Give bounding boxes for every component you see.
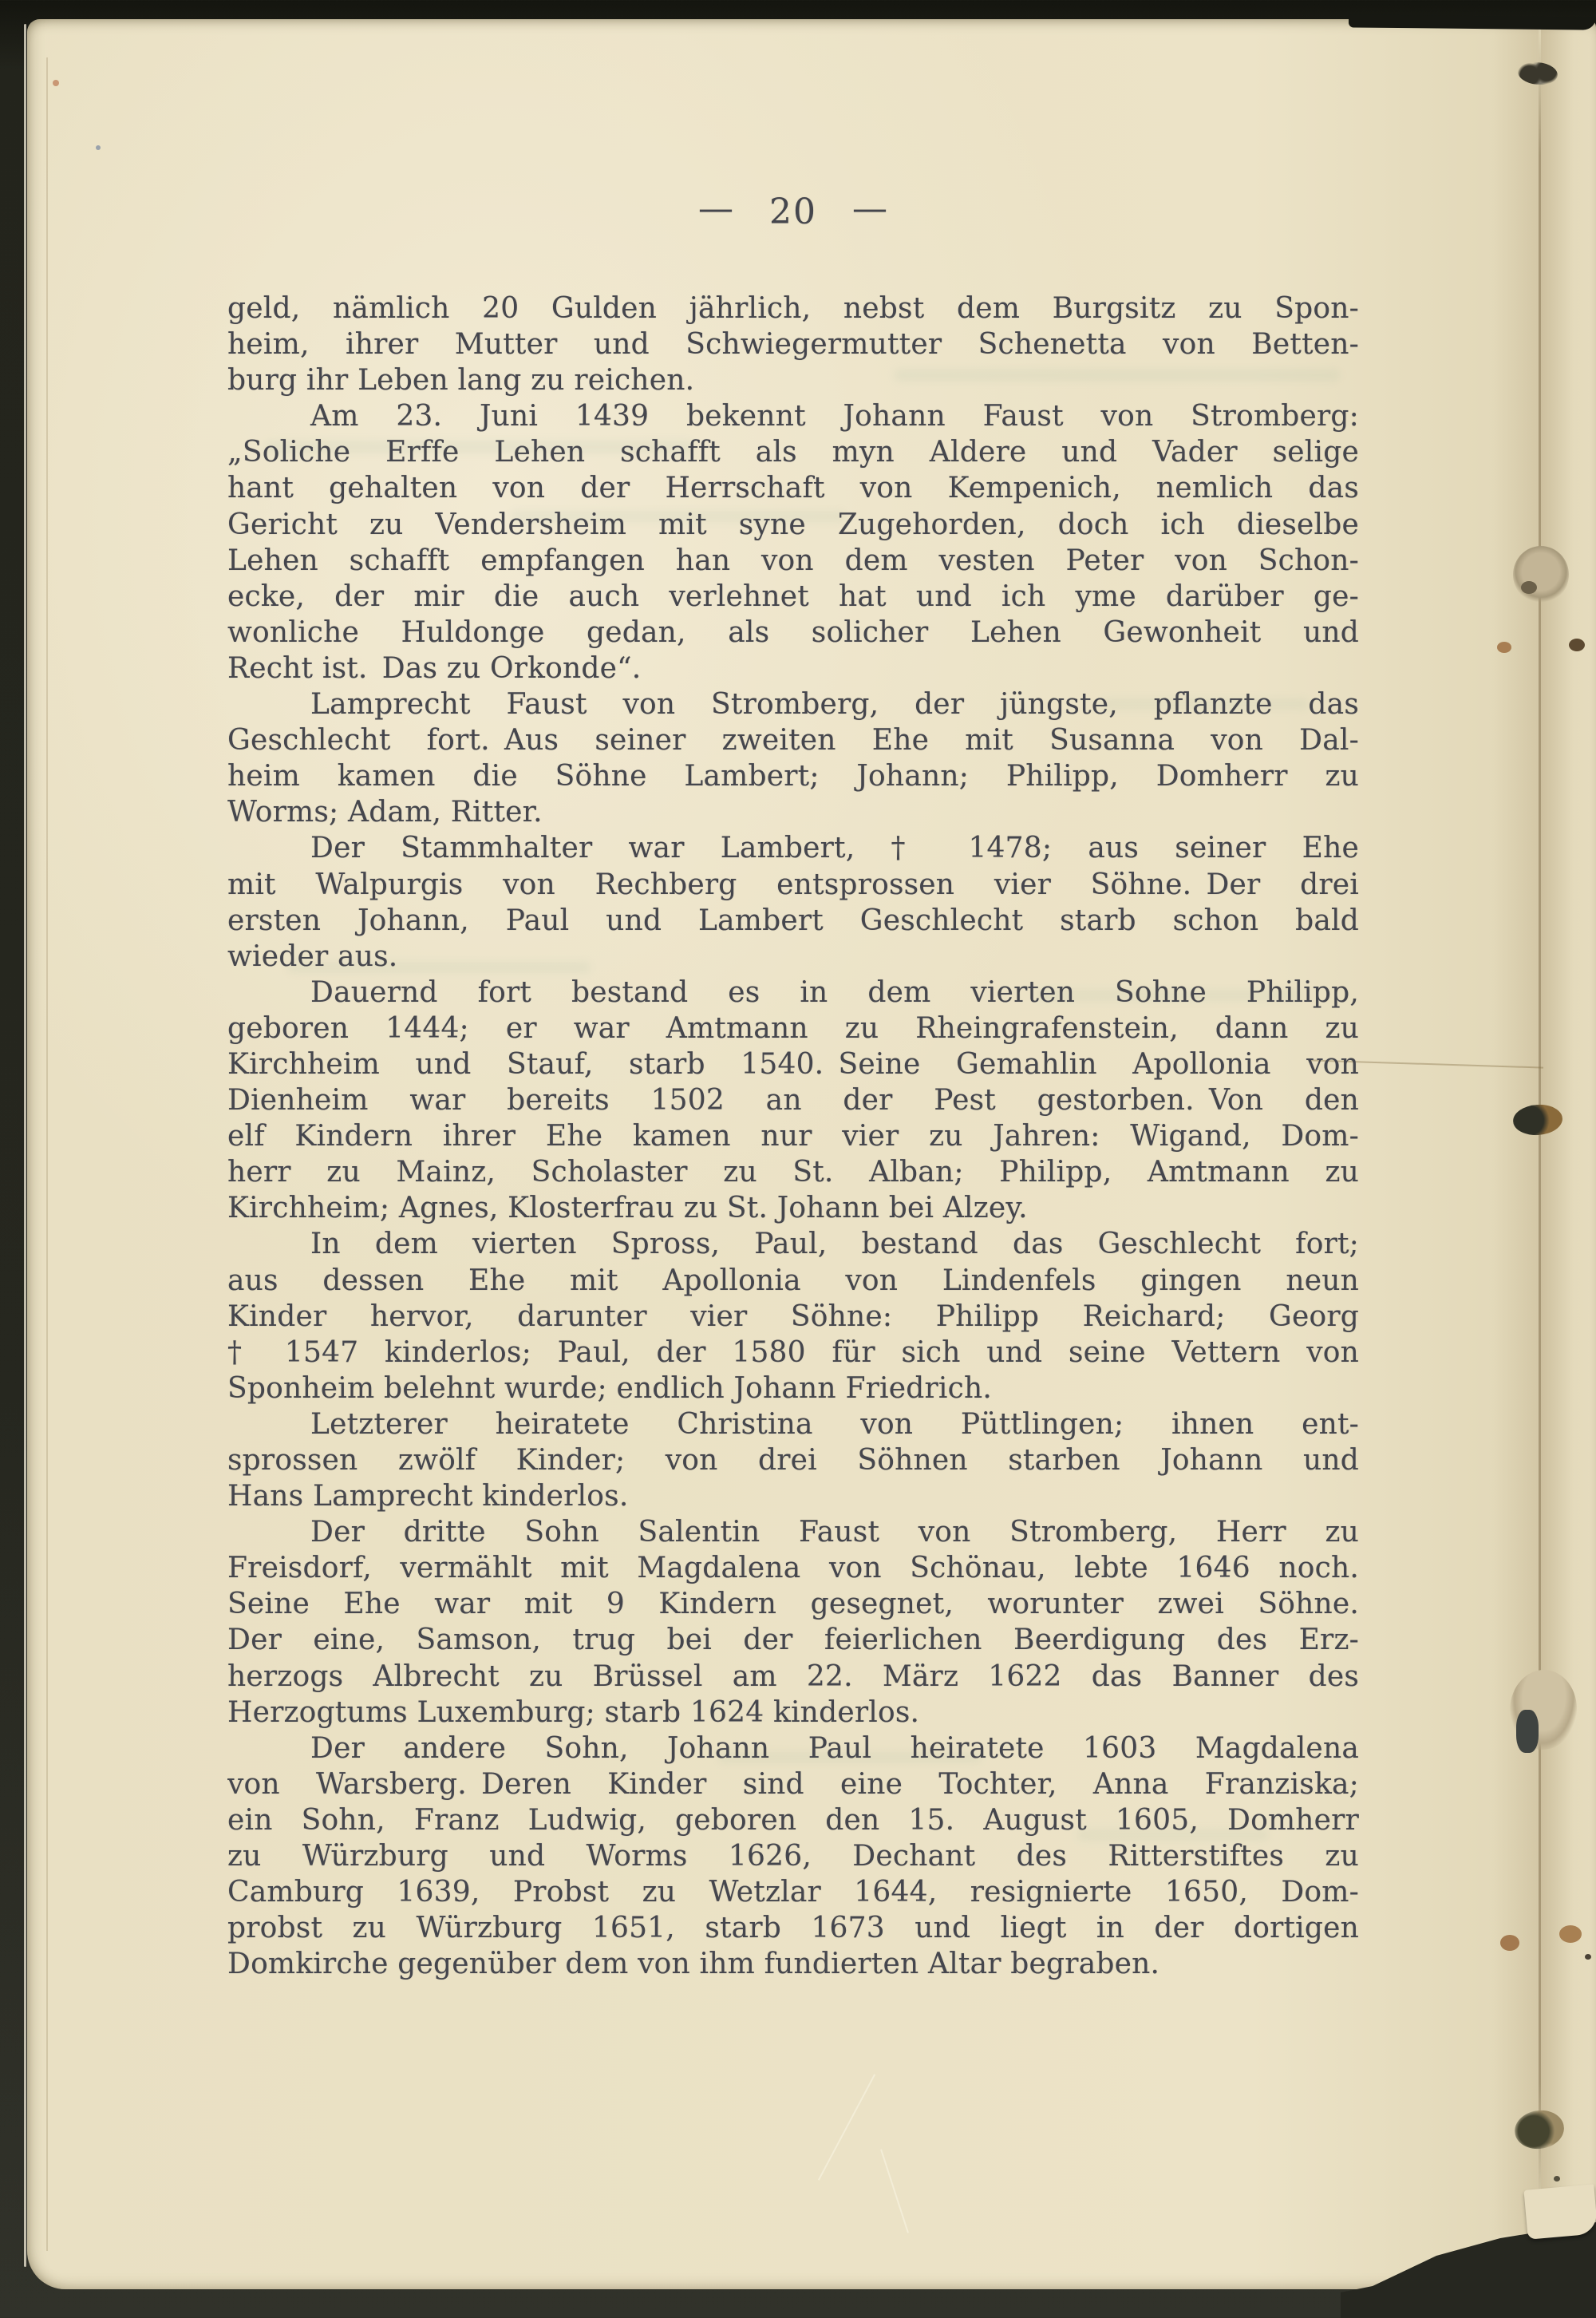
text-line: sprossen zwölf Kinder; von drei Söhnen starben Johann und xyxy=(227,1444,1359,1477)
text-line: Kirchheim; Agnes, Klosterfrau zu St. Johann bei Alzey. xyxy=(227,1192,1028,1225)
text-line: Lehen schafft empfangen han von dem vesten Peter von Schon- xyxy=(227,544,1359,577)
text-line: Dienheim war bereits 1502 an der Pest gestorben. Von den xyxy=(227,1084,1359,1117)
text-line: aus dessen Ehe mit Apollonia von Lindenfels gingen neun xyxy=(227,1264,1359,1297)
text-line: † 1547 kinderlos; Paul, der 1580 für sich und seine Vettern von xyxy=(227,1335,1359,1369)
text-line: herr zu Mainz, Scholaster zu St. Alban; Philipp, Amtmann zu xyxy=(227,1156,1359,1189)
text-line: In dem vierten Spross, Paul, bestand das Geschlecht fort; xyxy=(310,1228,1359,1261)
text-line: geld, nämlich 20 Gulden jährlich, nebst dem Burgsitz zu Spon- xyxy=(227,292,1359,325)
text-line: Kirchheim und Stauf, starb 1540. Seine Gemahlin Apollonia von xyxy=(227,1047,1359,1081)
paragraph xyxy=(227,1406,1359,1514)
text-line: mit Walpurgis von Rechberg entsprossen vier Söhne. Der drei xyxy=(227,868,1359,901)
brown-speck xyxy=(1497,642,1511,653)
text-line: heim kamen die Söhne Lambert; Johann; Philipp, Domherr zu xyxy=(227,760,1359,793)
text-line: Seine Ehe war mit 9 Kindern gesegnet, worunter zwei Söhne. xyxy=(227,1588,1359,1621)
page-number: 20 xyxy=(769,192,817,232)
red-speck xyxy=(53,80,59,86)
paragraph xyxy=(227,398,1359,686)
text-line: Domkirche gegenüber dem von ihm fundierten Altar begraben. xyxy=(227,1948,1160,1981)
head-right-dash: — xyxy=(852,188,888,229)
text-line: Worms; Adam, Ritter. xyxy=(227,796,543,829)
text-line: ein Sohn, Franz Ludwig, geboren den 15. August 1605, Domherr xyxy=(227,1803,1359,1837)
text-line: Der dritte Sohn Salentin Faust von Stromberg, Herr zu xyxy=(310,1516,1359,1549)
text-line: wieder aus. xyxy=(227,939,398,973)
text-line: Freisdorf, vermählt mit Magdalena von Schönau, lebte 1646 noch. xyxy=(227,1552,1359,1585)
text-line: Herzogtums Luxemburg; starb 1624 kinderlos. xyxy=(227,1695,920,1729)
text-line: geboren 1444; er war Amtmann zu Rheingrafenstein, dann zu xyxy=(227,1011,1359,1045)
text-line: ersten Johann, Paul und Lambert Geschlecht starb schon bald xyxy=(227,904,1359,937)
text-line: Der eine, Samson, trug bei der feierlichen Beerdigung des Erz- xyxy=(227,1624,1359,1657)
text-line: Am 23. Juni 1439 bekennt Johann Faust von Stromberg: xyxy=(310,400,1359,433)
paragraph xyxy=(227,291,1359,398)
text-line: Der andere Sohn, Johann Paul heiratete 1603 Magdalena xyxy=(310,1731,1359,1765)
text-line: herzogs Albrecht zu Brüssel am 22. März 1622 das Banner des xyxy=(227,1659,1359,1693)
wormhole xyxy=(1513,546,1569,603)
text-line: Dauernd fort bestand es in dem vierten Sohne Philipp, xyxy=(310,975,1359,1009)
wormhole-center xyxy=(1521,581,1537,594)
text-line: von Warsberg. Deren Kinder sind eine Tochter, Anna Franziska; xyxy=(227,1767,1359,1801)
paragraph xyxy=(227,1731,1359,1983)
paragraph xyxy=(227,830,1359,974)
text-line: Gericht zu Vendersheim mit syne Zugehorden, doch ich dieselbe xyxy=(227,508,1359,541)
text-line: Letzterer heiratete Christina von Püttlingen; ihnen ent- xyxy=(310,1407,1359,1441)
text-line: „Soliche Erffe Lehen schafft als myn Aldere und Vader selige xyxy=(227,436,1359,469)
torn-patch-center xyxy=(1516,1710,1539,1753)
dark-speck xyxy=(1569,639,1585,651)
paragraph xyxy=(227,1514,1359,1731)
next-page-corner xyxy=(1523,2184,1596,2239)
text-block xyxy=(227,291,1359,1982)
page-left-edge xyxy=(24,24,26,2267)
brown-speck xyxy=(1500,1935,1519,1951)
text-line: Lamprecht Faust von Stromberg, der jüngste, pflanzte das xyxy=(310,688,1359,722)
blue-speck xyxy=(96,145,101,150)
text-line: probst zu Würzburg 1651, starb 1673 und liegt in der dortigen xyxy=(227,1912,1359,1945)
text-line: hant gehalten von der Herrschaft von Kempenich, nemlich das xyxy=(227,472,1359,505)
head-left-dash: — xyxy=(698,188,734,229)
underlying-page-edge xyxy=(46,57,48,2251)
dark-speck xyxy=(1554,2176,1560,2182)
text-line: Recht ist. Das zu Orkonde“. xyxy=(227,651,642,685)
page-top-edge-shadow xyxy=(1349,14,1596,30)
paragraph xyxy=(227,975,1359,1227)
text-line: Kinder hervor, darunter vier Söhne: Philipp Reichard; Georg xyxy=(227,1299,1359,1333)
text-line: burg ihr Leben lang zu reichen. xyxy=(227,364,695,398)
text-line: Sponheim belehnt wurde; endlich Johann Friedrich. xyxy=(227,1371,993,1405)
text-line: wonliche Huldonge gedan, als solicher Lehen Gewonheit und xyxy=(227,615,1359,649)
text-line: Geschlecht fort. Aus seiner zweiten Ehe mit Susanna von Dal- xyxy=(227,724,1359,758)
paragraph xyxy=(227,686,1359,830)
paragraph xyxy=(227,1226,1359,1406)
text-line: Hans Lamprecht kinderlos. xyxy=(227,1480,629,1513)
text-line: zu Würzburg und Worms 1626, Dechant des Ritterstiftes zu xyxy=(227,1840,1359,1873)
brown-speck xyxy=(1559,1925,1582,1943)
text-line: elf Kindern ihrer Ehe kamen nur vier zu Jahren: Wigand, Dom- xyxy=(227,1120,1359,1153)
text-line: ecke, der mir die auch verlehnet hat und ich yme darüber ge- xyxy=(227,580,1359,613)
text-line: heim, ihrer Mutter und Schwiegermutter Schenetta von Betten- xyxy=(227,328,1359,362)
dark-speck xyxy=(1585,1954,1591,1960)
running-head xyxy=(227,188,1359,232)
text-line: Der Stammhalter war Lambert, † 1478; aus seiner Ehe xyxy=(310,832,1359,865)
text-line: Camburg 1639, Probst zu Wetzlar 1644, resignierte 1650, Dom- xyxy=(227,1876,1359,1909)
